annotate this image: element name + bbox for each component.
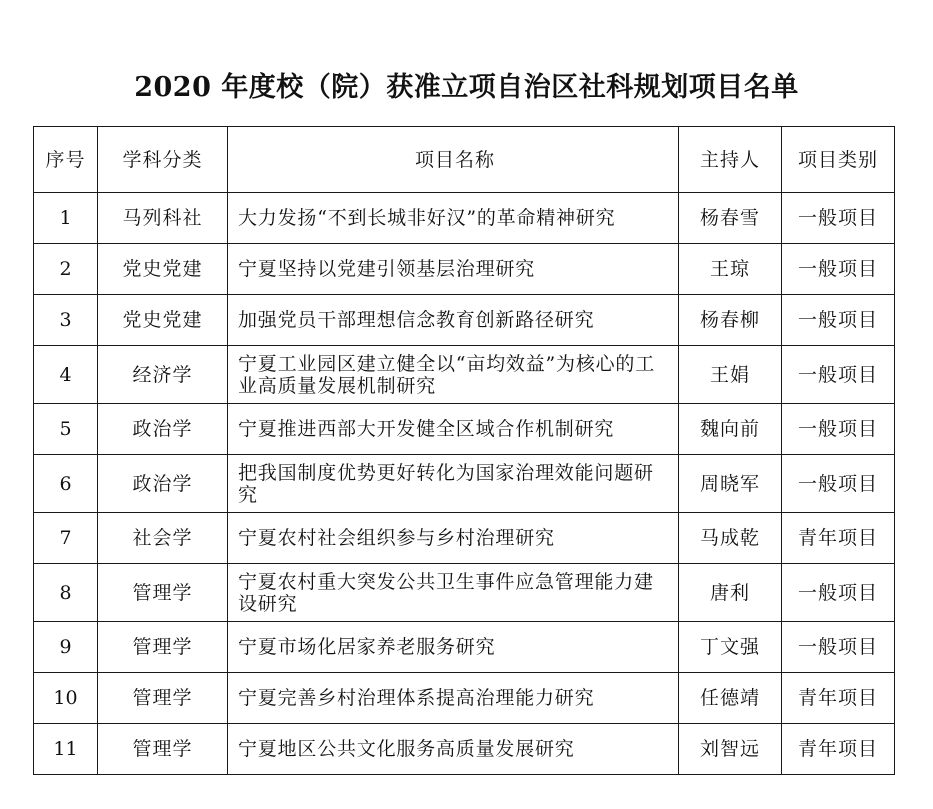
cell-discipline: 马列科社 — [98, 193, 228, 244]
cell-project-name: 宁夏推进西部大开发健全区域合作机制研究 — [228, 404, 679, 455]
cell-discipline: 政治学 — [98, 455, 228, 513]
cell-project-name: 加强党员干部理想信念教育创新路径研究 — [228, 295, 679, 346]
header-host: 主持人 — [679, 127, 782, 193]
cell-category: 一般项目 — [782, 244, 895, 295]
cell-host: 唐利 — [679, 564, 782, 622]
cell-host: 周晓军 — [679, 455, 782, 513]
table-row — [34, 564, 895, 622]
cell-seq: 8 — [34, 564, 98, 622]
table-row — [34, 404, 895, 455]
cell-category: 一般项目 — [782, 404, 895, 455]
table-row — [34, 622, 895, 673]
cell-category: 一般项目 — [782, 193, 895, 244]
table-row — [34, 193, 895, 244]
cell-seq: 3 — [34, 295, 98, 346]
cell-seq: 11 — [34, 724, 98, 775]
cell-project-name: 宁夏工业园区建立健全以“亩均效益”为核心的工业高质量发展机制研究 — [228, 346, 679, 404]
header-seq: 序号 — [34, 127, 98, 193]
cell-discipline: 管理学 — [98, 724, 228, 775]
cell-discipline: 经济学 — [98, 346, 228, 404]
table-row — [34, 295, 895, 346]
cell-project-name: 宁夏市场化居家养老服务研究 — [228, 622, 679, 673]
cell-discipline: 党史党建 — [98, 244, 228, 295]
cell-discipline: 党史党建 — [98, 295, 228, 346]
cell-seq: 10 — [34, 673, 98, 724]
cell-category: 一般项目 — [782, 455, 895, 513]
cell-discipline: 政治学 — [98, 404, 228, 455]
table-row — [34, 513, 895, 564]
cell-host: 任德靖 — [679, 673, 782, 724]
cell-project-name: 宁夏完善乡村治理体系提高治理能力研究 — [228, 673, 679, 724]
cell-project-name: 把我国制度优势更好转化为国家治理效能问题研究 — [228, 455, 679, 513]
cell-project-name: 宁夏坚持以党建引领基层治理研究 — [228, 244, 679, 295]
cell-category: 一般项目 — [782, 346, 895, 404]
cell-discipline: 社会学 — [98, 513, 228, 564]
cell-project-name: 宁夏地区公共文化服务高质量发展研究 — [228, 724, 679, 775]
cell-host: 魏向前 — [679, 404, 782, 455]
cell-category: 一般项目 — [782, 295, 895, 346]
cell-host: 马成乾 — [679, 513, 782, 564]
table-row — [34, 346, 895, 404]
cell-discipline: 管理学 — [98, 564, 228, 622]
table-header-row — [34, 127, 895, 193]
cell-host: 丁文强 — [679, 622, 782, 673]
cell-host: 杨春柳 — [679, 295, 782, 346]
document-title: 2020 年度校（院）获准立项自治区社科规划项目名单 — [134, 72, 799, 103]
cell-seq: 6 — [34, 455, 98, 513]
cell-host: 王娟 — [679, 346, 782, 404]
cell-project-name: 宁夏农村社会组织参与乡村治理研究 — [228, 513, 679, 564]
cell-category: 青年项目 — [782, 724, 895, 775]
cell-category: 青年项目 — [782, 513, 895, 564]
cell-host: 杨春雪 — [679, 193, 782, 244]
cell-seq: 9 — [34, 622, 98, 673]
header-category: 项目类别 — [782, 127, 895, 193]
table-row — [34, 673, 895, 724]
table-row — [34, 244, 895, 295]
cell-seq: 5 — [34, 404, 98, 455]
cell-project-name: 宁夏农村重大突发公共卫生事件应急管理能力建设研究 — [228, 564, 679, 622]
cell-category: 青年项目 — [782, 673, 895, 724]
table-row — [34, 724, 895, 775]
cell-seq: 1 — [34, 193, 98, 244]
cell-seq: 4 — [34, 346, 98, 404]
cell-seq: 2 — [34, 244, 98, 295]
cell-category: 一般项目 — [782, 564, 895, 622]
cell-host: 刘智远 — [679, 724, 782, 775]
cell-category: 一般项目 — [782, 622, 895, 673]
cell-seq: 7 — [34, 513, 98, 564]
cell-project-name: 大力发扬“不到长城非好汉”的革命精神研究 — [228, 193, 679, 244]
table-row — [34, 455, 895, 513]
project-table — [33, 126, 895, 775]
cell-discipline: 管理学 — [98, 673, 228, 724]
header-project-name: 项目名称 — [228, 127, 679, 193]
cell-discipline: 管理学 — [98, 622, 228, 673]
cell-host: 王琼 — [679, 244, 782, 295]
header-discipline: 学科分类 — [98, 127, 228, 193]
